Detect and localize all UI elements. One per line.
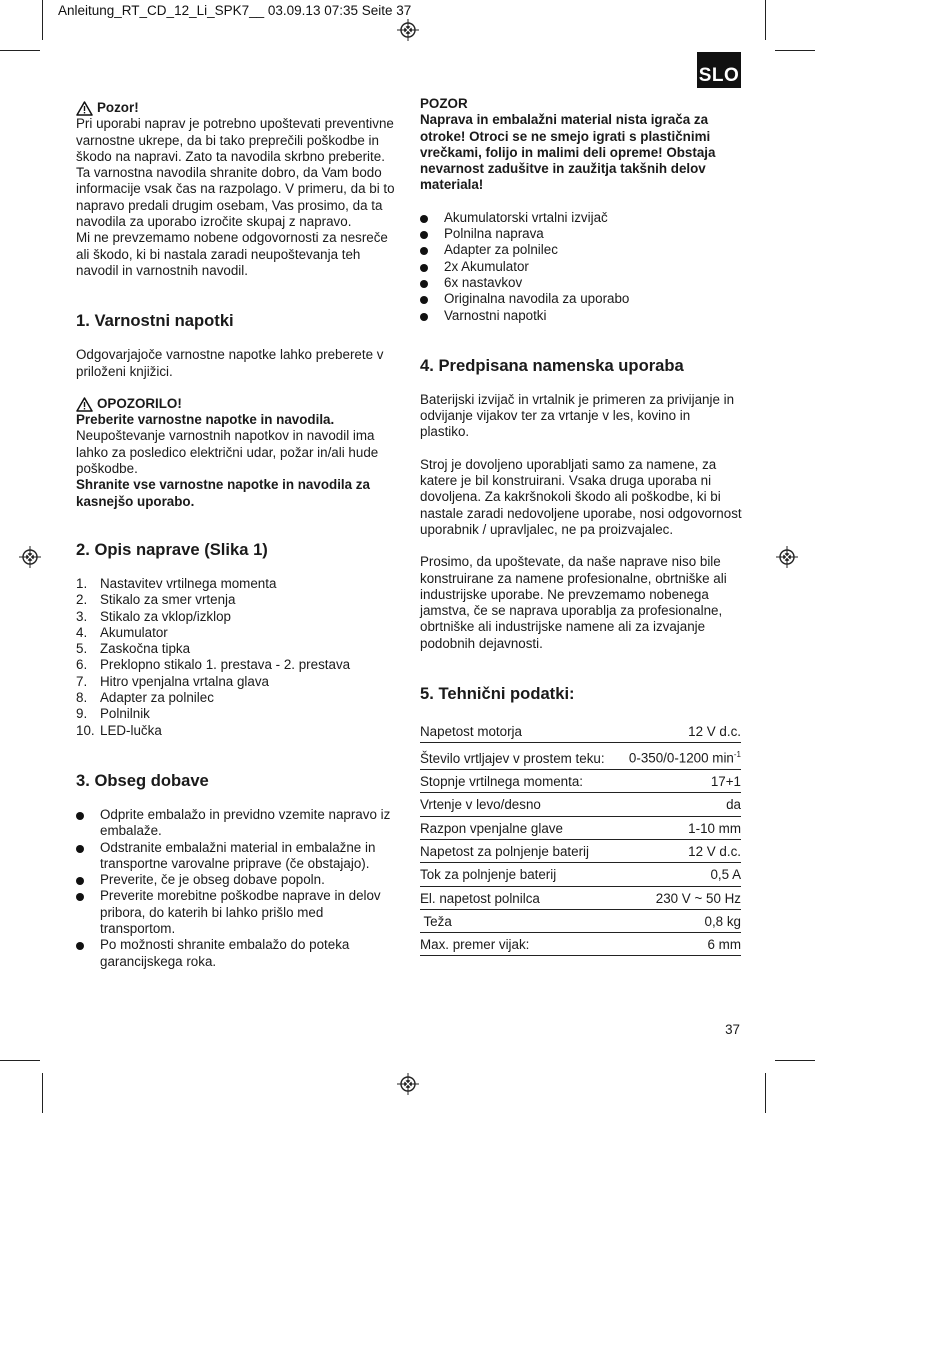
section-4-title: 4. Predpisana namenska uporaba xyxy=(420,355,684,375)
section-5-title: 5. Tehnični podatki: xyxy=(420,684,575,704)
list-item: Akumulatorski vrtalni izvijač xyxy=(420,210,742,226)
pozor-title: Pozor! xyxy=(97,100,139,115)
table-row: El. napetost polnilca 230 V ~ 50 Hz xyxy=(420,886,741,909)
list-item: Varnostni napotki xyxy=(420,308,742,324)
table-row: Število vrtljajev v prostem teku: 0-350/0-1200 $\min^{-1}$ xyxy=(420,743,741,770)
bullet-icon xyxy=(420,280,428,288)
opozorilo-bold-1: Preberite varnostne napotke in navodila. xyxy=(76,412,335,428)
bullet-icon xyxy=(420,264,428,272)
list-item: Preverite, če je obseg dobave popoln. xyxy=(76,872,402,888)
crop-mark xyxy=(0,1060,40,1061)
bullet-icon xyxy=(76,877,84,885)
list-item: 9. Polnilnik xyxy=(76,706,150,722)
crop-mark xyxy=(775,1060,815,1061)
bullet-icon xyxy=(76,845,84,853)
list-item: 8. Adapter za polnilec xyxy=(76,690,214,706)
pozor-heading xyxy=(76,100,402,116)
section-4-paragraph-1: Baterijski izvijač in vrtalnik je primeren za privijanje in odvijanje vijakov ter za vrtanje v les, kovino in plastiko. xyxy=(420,391,735,440)
list-item: 2x Akumulator xyxy=(420,259,742,275)
list-item: Adapter za polnilec xyxy=(420,242,742,258)
section-1-text: Odgovarjajoče varnostne napotke lahko preberete v priloženi knjižici. xyxy=(76,347,384,379)
list-item: 10. LED-lučka xyxy=(76,722,162,738)
list-item: Po možnosti shranite embalažo do poteka garancijskega roka. xyxy=(76,937,402,970)
list-item: 3. Stikalo za vklop/izklop xyxy=(76,608,231,624)
list-item: Odstranite embalažni material in embalažne in transportne varovalne priprave (če obstajajo). xyxy=(76,840,402,873)
list-item: Polnilna naprava xyxy=(420,226,742,242)
file-info-header: Anleitung_RT_CD_12_Li_SPK7__ 03.09.13 07:35 Seite 37 xyxy=(58,3,412,18)
language-badge: SLO xyxy=(697,52,741,88)
list-item: 2. Stikalo za smer vrtenja xyxy=(76,592,236,608)
list-item: Odprite embalažo in previdno vzemite napravo iz embalaže. xyxy=(76,807,402,840)
registration-mark-icon xyxy=(19,546,41,568)
device-parts-list xyxy=(76,576,402,739)
bullet-icon xyxy=(76,893,84,901)
list-item: 5. Zaskočna tipka xyxy=(76,641,191,657)
opozorilo-text: Neupoštevanje varnostnih napotkov in navodil ima lahko za posledico električni udar, požar in/ali hude poškodbe. xyxy=(76,428,379,477)
table-row: Napetost motorja 12 V d.c. xyxy=(420,720,741,743)
bullet-icon xyxy=(420,247,428,255)
opozorilo-title: OPOZORILO! xyxy=(97,395,182,411)
pozor-text-2: Mi ne prevzemamo nobene odgovornosti za nesreče ali škodo, ki bi nastala zaradi neupoštevanja teh navodil in varnostnih navodil. xyxy=(76,230,388,278)
pozor-text: Pri uporabi naprav je potrebno upoštevati preventivne varnostne ukrepe, da bi tako preprečili poškodbe in škodo na napravi. Zato ta navodila skrbno preberite. Ta varnostna navodila shranite dobro, da Vam bodo informacije vsak čas na razpolago. V primeru, da bi to napravo predali drugim osebam, Vas prosimo, da ta navodila za uporabo izročite skupaj z napravo. xyxy=(76,116,395,230)
bullet-icon xyxy=(76,942,84,950)
list-item: 6x nastavkov xyxy=(420,275,742,291)
section-4-paragraph-3: Prosimo, da upoštevate, da naše naprave niso bile konstruirane za namene profesionalne, obrtniške ali industrijske uporabe. Ne prevzemamo nobenega jamstva, če se naprava uporablja za profesionalne, obrtniške ali industrijske namene ali za izvajanje podobnih dejavnosti. xyxy=(420,554,727,651)
table-row: Max. premer vijak: 6 mm xyxy=(420,933,741,956)
crop-mark xyxy=(775,50,815,51)
table-row: Napetost za polnjenje baterij 12 V d.c. xyxy=(420,839,741,862)
list-item: 6. Preklopno stikalo 1. prestava - 2. prestava xyxy=(76,657,351,673)
table-row: Teža 0,8 kg xyxy=(420,909,741,932)
delivery-steps-list xyxy=(76,807,402,970)
right-column xyxy=(420,96,742,956)
list-item: 7. Hitro vpenjalna vrtalna glava xyxy=(76,673,269,689)
table-row: Razpon vpenjalne glave 1-10 mm xyxy=(420,816,741,839)
crop-mark xyxy=(0,50,40,51)
page-number: 37 xyxy=(725,1022,740,1037)
bullet-icon xyxy=(420,215,428,223)
table-row: Stopnje vrtilnega momenta: 17+1 xyxy=(420,770,741,793)
crop-mark xyxy=(42,0,43,40)
registration-mark-icon xyxy=(397,1073,419,1095)
bullet-icon xyxy=(420,296,428,304)
bullet-icon xyxy=(76,812,84,820)
bullet-icon xyxy=(420,231,428,239)
table-row: Vrtenje v levo/desno da xyxy=(420,793,741,816)
bullet-icon xyxy=(420,313,428,321)
list-item: 1. Nastavitev vrtilnega momenta xyxy=(76,575,277,591)
technical-data-table xyxy=(420,720,741,956)
crop-mark xyxy=(42,1073,43,1113)
crop-mark xyxy=(765,1073,766,1113)
registration-mark-icon xyxy=(776,546,798,568)
registration-mark-icon xyxy=(397,19,419,41)
opozorilo-bold-2: Shranite vse varnostne napotke in navodila za kasnejšo uporabo. xyxy=(76,477,370,509)
package-contents-list xyxy=(420,210,742,324)
crop-mark xyxy=(765,0,766,40)
section-2-title: 2. Opis naprave (Slika 1) xyxy=(76,539,268,559)
section-1-title: 1. Varnostni napotki xyxy=(76,311,234,331)
warning-triangle-icon xyxy=(76,101,93,116)
section-3-title: 3. Obseg dobave xyxy=(76,770,209,790)
warning-triangle-icon xyxy=(76,397,93,412)
table-row: Tok za polnjenje baterij 0,5 A xyxy=(420,863,741,886)
list-item: Originalna navodila za uporabo xyxy=(420,291,742,307)
pozor-caps-text: Naprava in embalažni material nista igrača za otroke! Otroci se ne smejo igrati s plastičnimi vrečkami, folijo in malimi deli opreme! Obstaja nevarnost zadušitve in zaužitja takšnih delov materiala! xyxy=(420,112,716,193)
list-item: 4. Akumulator xyxy=(76,624,168,640)
section-4-paragraph-2: Stroj je dovoljeno uporabljati samo za namene, za katere je bil konstruirani. Vsaka druga uporaba ni dovoljena. Za kakršnokoli škodo ali poškodbe, ki bi nastale zaradi nedovoljene uporabe, nosi odgovornost uporabnik / upravljalec, ne pa proizvajalec. xyxy=(420,456,742,537)
list-item: Preverite morebitne poškodbe naprave in delov pribora, do katerih bi lahko prišlo med transportom. xyxy=(76,888,402,937)
left-column xyxy=(76,100,402,970)
opozorilo-heading xyxy=(76,396,402,412)
pozor-caps-title: POZOR xyxy=(420,96,468,111)
